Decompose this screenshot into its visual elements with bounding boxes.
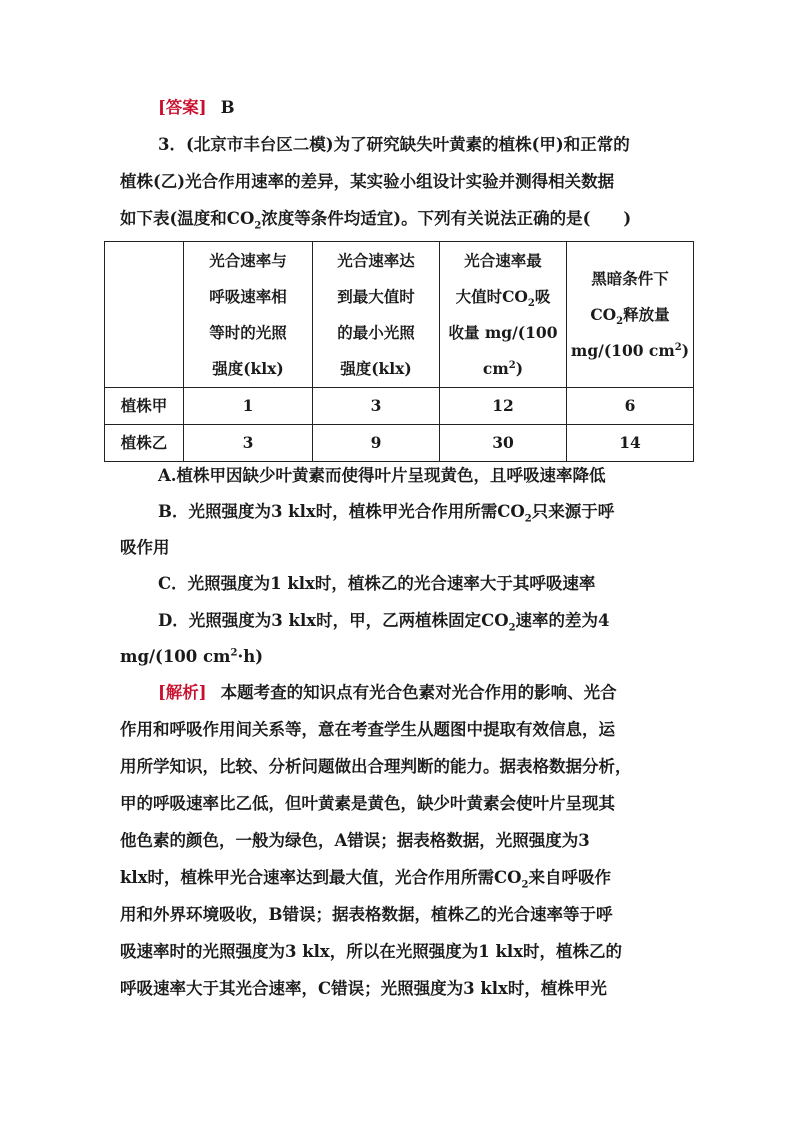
h1-line1: 光合速率与: [209, 250, 287, 270]
answer-value: B: [220, 98, 235, 117]
h3-line4: [440, 351, 566, 387]
analysis-line-6a: klx时，植株甲光合速率达到最大值，光合作用所需CO: [120, 868, 522, 887]
h3-co-sub: 2: [527, 297, 535, 309]
question-line-3: [120, 208, 676, 230]
h2-line4: 强度(klx): [340, 358, 412, 378]
data-table: [104, 241, 694, 462]
header-cell-1: [184, 242, 313, 388]
analysis-line-1: [158, 682, 676, 704]
option-b-part2: 只来源于呼: [531, 502, 615, 521]
option-b-cont: 吸作用: [120, 538, 170, 557]
cell: 9: [313, 425, 440, 462]
analysis-line-4: 甲的呼吸速率比乙低，但叶黄素是黄色，缺少叶黄素会使叶片呈现其: [120, 794, 615, 813]
cell: 6: [567, 388, 694, 425]
option-b: [158, 501, 676, 523]
answer-line: [158, 97, 676, 119]
table-row: [105, 388, 694, 425]
analysis-line-8: 吸速率时的光照强度为3 klx，所以在光照强度为1 klx时，植株乙的: [120, 942, 623, 961]
h2-line2: 到最大值时: [337, 286, 415, 306]
analysis-label: [解析]: [158, 683, 207, 702]
h4-co-sub: 2: [616, 315, 624, 327]
h2-line1: 光合速率达: [337, 250, 415, 270]
analysis-line-2: 作用和呼吸作用间关系等，意在考查学生从题图中提取有效信息，运: [120, 720, 615, 739]
h4-unit-paren: ): [681, 340, 690, 360]
h3-cm-sup: 2: [508, 359, 516, 371]
h3-paren: ): [515, 358, 524, 378]
question-line-3b: 浓度等条件均适宜)。下列有关说法正确的是( ): [261, 209, 632, 228]
header-cell-3: [440, 242, 567, 388]
h4-unit: mg/(100 cm: [570, 340, 675, 360]
cell: 3: [313, 388, 440, 425]
question-line-2: 植株(乙)光合作用速率的差异，某实验小组设计实验并测得相关数据: [120, 172, 615, 191]
analysis-text-1: 本题考查的知识点有光合色素对光合作用的影响、光合: [220, 683, 617, 702]
analysis-line-7: 用和外界环境吸收，B错误；据表格数据，植株乙的光合速率等于呼: [120, 905, 613, 924]
h3-line2: [440, 279, 566, 315]
answer-label: [答案]: [158, 98, 207, 117]
h2-line3: 的最小光照: [337, 322, 415, 342]
option-d-sub: 2: [508, 622, 516, 634]
table-row: [105, 425, 694, 462]
option-d-unit: mg/(100 cm: [120, 647, 231, 666]
h4-release: 释放量: [623, 304, 670, 324]
h4-unit-sup: 2: [674, 341, 682, 353]
analysis-line-5: 他色素的颜色，一般为绿色，A错误；据表格数据，光照强度为3: [120, 831, 590, 850]
co2-subscript: 2: [254, 220, 262, 232]
analysis-line-6: [120, 867, 676, 889]
table-header-row: [105, 242, 694, 388]
cell: 12: [440, 388, 567, 425]
h3-line1: 光合速率最: [464, 250, 542, 270]
h4-line3: [567, 333, 693, 369]
header-cell-4: [567, 242, 694, 388]
cell: 1: [184, 388, 313, 425]
cell: 3: [184, 425, 313, 462]
option-d-part2: 速率的差为4: [515, 611, 610, 630]
h1-line2: 呼吸速率相: [209, 286, 287, 306]
option-c: C．光照强度为1 klx时，植株乙的光合速率大于其呼吸速率: [158, 574, 596, 593]
header-corner: [105, 242, 184, 388]
option-b-part1: B．光照强度为3 klx时，植株甲光合作用所需CO: [158, 502, 525, 521]
cell: 14: [567, 425, 694, 462]
h3-cm: cm: [482, 358, 509, 378]
row-label-jia: 植株甲: [105, 388, 184, 425]
option-d-part1: D．光照强度为3 klx时，甲，乙两植株固定CO: [158, 611, 509, 630]
analysis-line-9: 呼吸速率大于其光合速率，C错误；光照强度为3 klx时，植株甲光: [120, 979, 607, 998]
header-cell-2: [313, 242, 440, 388]
h4-line1: 黑暗条件下: [591, 268, 669, 288]
question-line-1: 3．(北京市丰台区二模)为了研究缺失叶黄素的植株(甲)和正常的: [158, 135, 630, 154]
h3-co: 大值时CO: [455, 286, 528, 306]
row-label-yi: 植株乙: [105, 425, 184, 462]
cell: 30: [440, 425, 567, 462]
h3-line3: 收量 mg/(100: [448, 322, 558, 342]
analysis-line-6-sub: 2: [521, 879, 529, 891]
option-d-sup: 2: [230, 647, 238, 659]
option-a: A.植株甲因缺少叶黄素而使得叶片呈现黄色，且呼吸速率降低: [158, 466, 606, 485]
option-b-sub: 2: [524, 513, 532, 525]
option-d-cont: [120, 646, 676, 668]
h3-absorb: 吸: [534, 286, 551, 306]
question-line-3a: 如下表(温度和CO: [120, 209, 255, 228]
analysis-line-6b: 来自呼吸作: [528, 868, 612, 887]
h1-line4: 强度(klx): [212, 358, 284, 378]
option-d: [158, 610, 676, 632]
analysis-line-3: 用所学知识，比较、分析问题做出合理判断的能力。据表格数据分析，: [120, 757, 632, 776]
h4-co: CO: [590, 304, 617, 324]
option-d-unit-end: ·h): [237, 647, 264, 666]
h4-line2: [567, 297, 693, 333]
h1-line3: 等时的光照: [209, 322, 287, 342]
